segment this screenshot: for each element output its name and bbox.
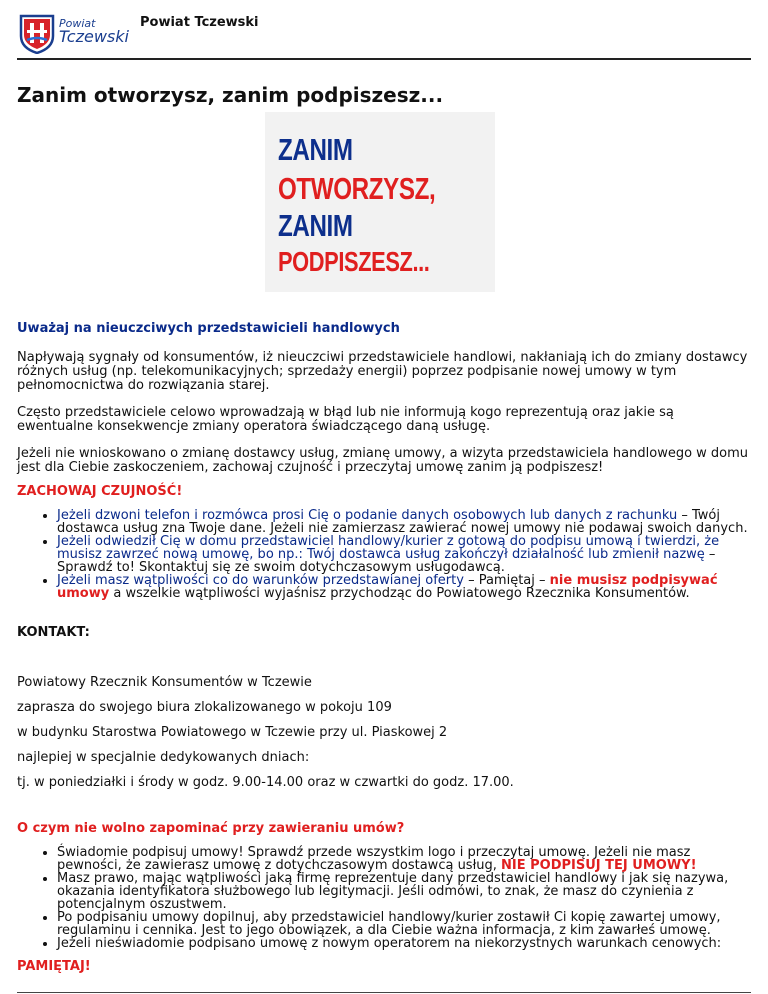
rules-list: [17, 846, 751, 950]
bullet-3-emphasis: nie musisz podpisywać umowy: [57, 573, 718, 601]
rule-1-text: Świadomie podpisuj umowy! Sprawdź przede wszystkim logo i przeczytaj umowę. Jeżeli nie masz pewności, że zawierasz umowę z dotychczasowym dostawcą usług,: [57, 845, 691, 873]
list-item: [57, 911, 751, 937]
coat-of-arms-icon: [19, 14, 55, 54]
bullet-3-mid: – Pamiętaj –: [463, 573, 550, 588]
bullet-3-lead: Jeżeli masz wątpliwości co do warunków przedstawianej oferty: [57, 573, 464, 588]
contact-heading: KONTAKT:: [17, 625, 90, 640]
hero-text-line-1: ZANIM: [278, 132, 353, 167]
bullet-1-rest: – Twój dostawca usług zna Twoje dane. Jeżeli nie zamierzasz zawierać nowej umowy nie podawaj swoich danych.: [57, 508, 748, 536]
list-item: [57, 535, 751, 574]
list-item: [57, 574, 751, 600]
bullet-2-rest: – Sprawdź to! Skontaktuj się ze swoim dotychczasowym usługodawcą.: [57, 547, 716, 575]
contact-line-1: Powiatowy Rzecznik Konsumentów w Tczewie: [17, 675, 312, 690]
paragraph-3: Jeżeli nie wnioskowano o zmianę dostawcy usług, zmianę umowy, a wizyta przedstawiciela handlowego w domu jest dla Ciebie zaskoczeniem, zachowaj czujność i przeczytaj umowę zanim ją podpiszesz!: [17, 446, 749, 475]
list-item: [57, 872, 751, 911]
remember-label: PAMIĘTAJ!: [17, 959, 91, 974]
paragraph-2: Często przedstawiciele celowo wprowadzają w błąd lub nie informują kogo reprezentują oraz jakie są ewentualne konsekwencje zmiany operatora świadczącego daną usługę.: [17, 405, 674, 434]
header-divider: [17, 58, 751, 60]
list-item: [57, 937, 751, 950]
alert-heading: ZACHOWAJ CZUJNOŚĆ!: [17, 484, 183, 499]
powiat-logo[interactable]: [17, 8, 129, 58]
contact-line-2: zaprasza do swojego biura zlokalizowanego w pokoju 109: [17, 700, 392, 715]
rule-3-text: Po podpisaniu umowy dopilnuj, aby przedstawiciel handlowy/kurier zostawił Ci kopię zawartej umowy, regulaminu i cennika. Jest to jego obowiązek, a dla Ciebie ważna informacja, z kim zawarłeś umowę.: [57, 910, 721, 938]
hero-text-line-2: OTWORZYSZ,: [278, 171, 436, 206]
hero-image: [265, 112, 495, 292]
remember-heading: O czym nie wolno zapominać przy zawieraniu umów?: [17, 821, 405, 836]
bullet-3-rest: a wszelkie wątpliwości wyjaśnisz przychodząc do Powiatowego Rzecznika Konsumentów.: [109, 586, 690, 601]
hero-text-line-3: ZANIM: [278, 208, 353, 243]
warning-list: [17, 509, 751, 600]
rule-2-text: Masz prawo, mając wątpliwości jaką firmę reprezentuje dany przedstawiciel handlowy i jak się nazywa, okazania identyfikatora służbowego lub legitymacji. Jeśli odmówi, to znak, że masz do czynienia z potencjalnym oszustwem.: [57, 871, 729, 912]
bullet-1-lead: Jeżeli dzwoni telefon i rozmówca prosi Cię o podanie danych osobowych lub danych z rachunku: [57, 508, 678, 523]
bullet-2-lead: Jeżeli odwiedził Cię w domu przedstawiciel handlowy/kurier z gotową do podpisu umową i twierdzi, że musisz zawrzeć nową umowę, bo np.: Twój dostawca usług zakończył działalność lub zmienił nazwę: [57, 534, 720, 562]
footer-divider: [17, 992, 751, 993]
site-name[interactable]: Powiat Tczewski: [140, 15, 259, 30]
article-body: [17, 322, 751, 974]
logo-text-powiat: Powiat: [59, 17, 96, 30]
paragraph-1: Napływają sygnały od konsumentów, iż nieuczciwi przedstawiciele handlowi, nakłaniają ich do zmiany dostawcy różnych usług (np. telekomunikacyjnych; sprzedaży energii) poprzez podpisanie nowej umowy w tym pełnomocnictwa do rozwiązania starej.: [17, 350, 748, 393]
site-header: [17, 8, 751, 60]
page-title: Zanim otworzysz, zanim podpiszesz...: [17, 83, 444, 107]
contact-line-3: w budynku Starostwa Powiatowego w Tczewie przy ul. Piaskowej 2: [17, 725, 448, 740]
warning-heading: Uważaj na nieuczciwych przedstawicieli handlowych: [17, 321, 400, 336]
list-item: [57, 846, 751, 872]
hero-text-line-4: PODPISZESZ...: [278, 246, 430, 277]
contact-line-4: najlepiej w specjalnie dedykowanych dniach:: [17, 750, 310, 765]
list-item: [57, 509, 751, 535]
logo-text-tczewski: Tczewski: [59, 27, 129, 46]
rule-4-text: Jeżeli nieświadomie podpisano umowę z nowym operatorem na niekorzystnych warunkach cenowych:: [57, 936, 722, 951]
contact-line-5: tj. w poniedziałki i środy w godz. 9.00-14.00 oraz w czwartki do godz. 17.00.: [17, 775, 514, 790]
rule-1-emphasis: NIE PODPISUJ TEJ UMOWY!: [501, 858, 697, 873]
